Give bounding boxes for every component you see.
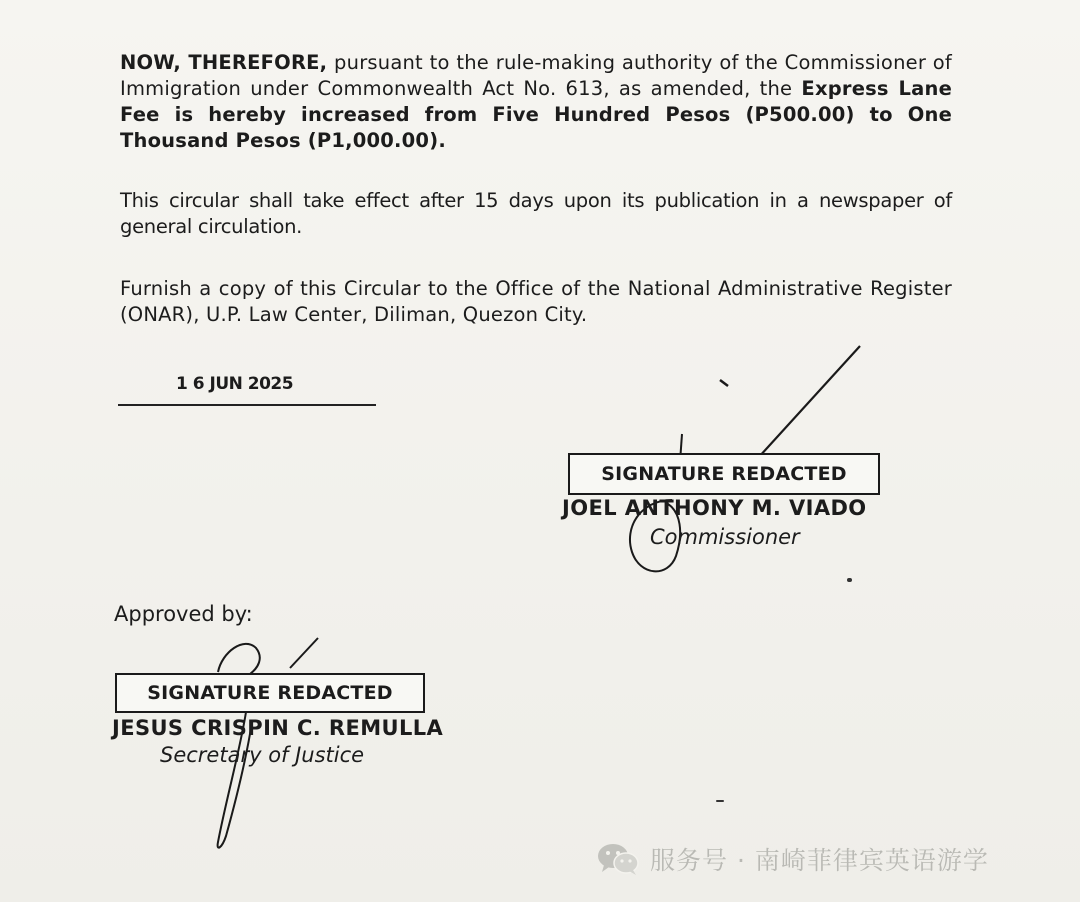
paragraph-effectivity: This circular shall take effect after 15 days upon its publication in a newspaper of general circulation. xyxy=(120,189,952,238)
approved-by-label: Approved by: xyxy=(114,602,253,626)
commissioner-name: JOEL ANTHONY M. VIADO xyxy=(562,496,867,520)
ink-dot xyxy=(847,578,852,582)
fee-increase-text: Express Lane Fee is hereby increased from Five Hundred Pesos (P500.00) to One Thousand Pesos (P1,000.00). xyxy=(120,77,952,152)
date-stamp: 1 6 JUN 2025 xyxy=(176,374,294,394)
signature-redacted-label: SIGNATURE REDACTED xyxy=(601,463,847,485)
date-underline xyxy=(118,404,376,406)
secretary-signature-redacted-box xyxy=(115,673,425,713)
paragraph-text: pursuant to the rule-making authority of the Commissioner of Immigration under Commonwealth Act No. 613, as amended, the xyxy=(120,51,952,100)
secretary-name: JESUS CRISPIN C. REMULLA xyxy=(112,716,444,740)
commissioner-title: Commissioner xyxy=(650,525,800,549)
secretary-title: Secretary of Justice xyxy=(160,743,365,767)
paragraph-now-therefore xyxy=(120,50,952,154)
ink-dash xyxy=(716,800,724,802)
commissioner-signature-redacted-box xyxy=(568,453,880,495)
signature-redacted-label: SIGNATURE REDACTED xyxy=(147,682,393,704)
wechat-icon xyxy=(596,841,640,877)
watermark xyxy=(596,840,989,878)
bold-lead: NOW, THEREFORE, xyxy=(120,51,328,74)
watermark-text: 服务号 · 南崎菲律宾英语游学 xyxy=(650,846,989,875)
page-corner-edge xyxy=(0,0,41,2)
paragraph-furnish-copy: Furnish a copy of this Circular to the Office of the National Administrative Register (ONAR), U.P. Law Center, Diliman, Quezon City. xyxy=(120,277,952,326)
